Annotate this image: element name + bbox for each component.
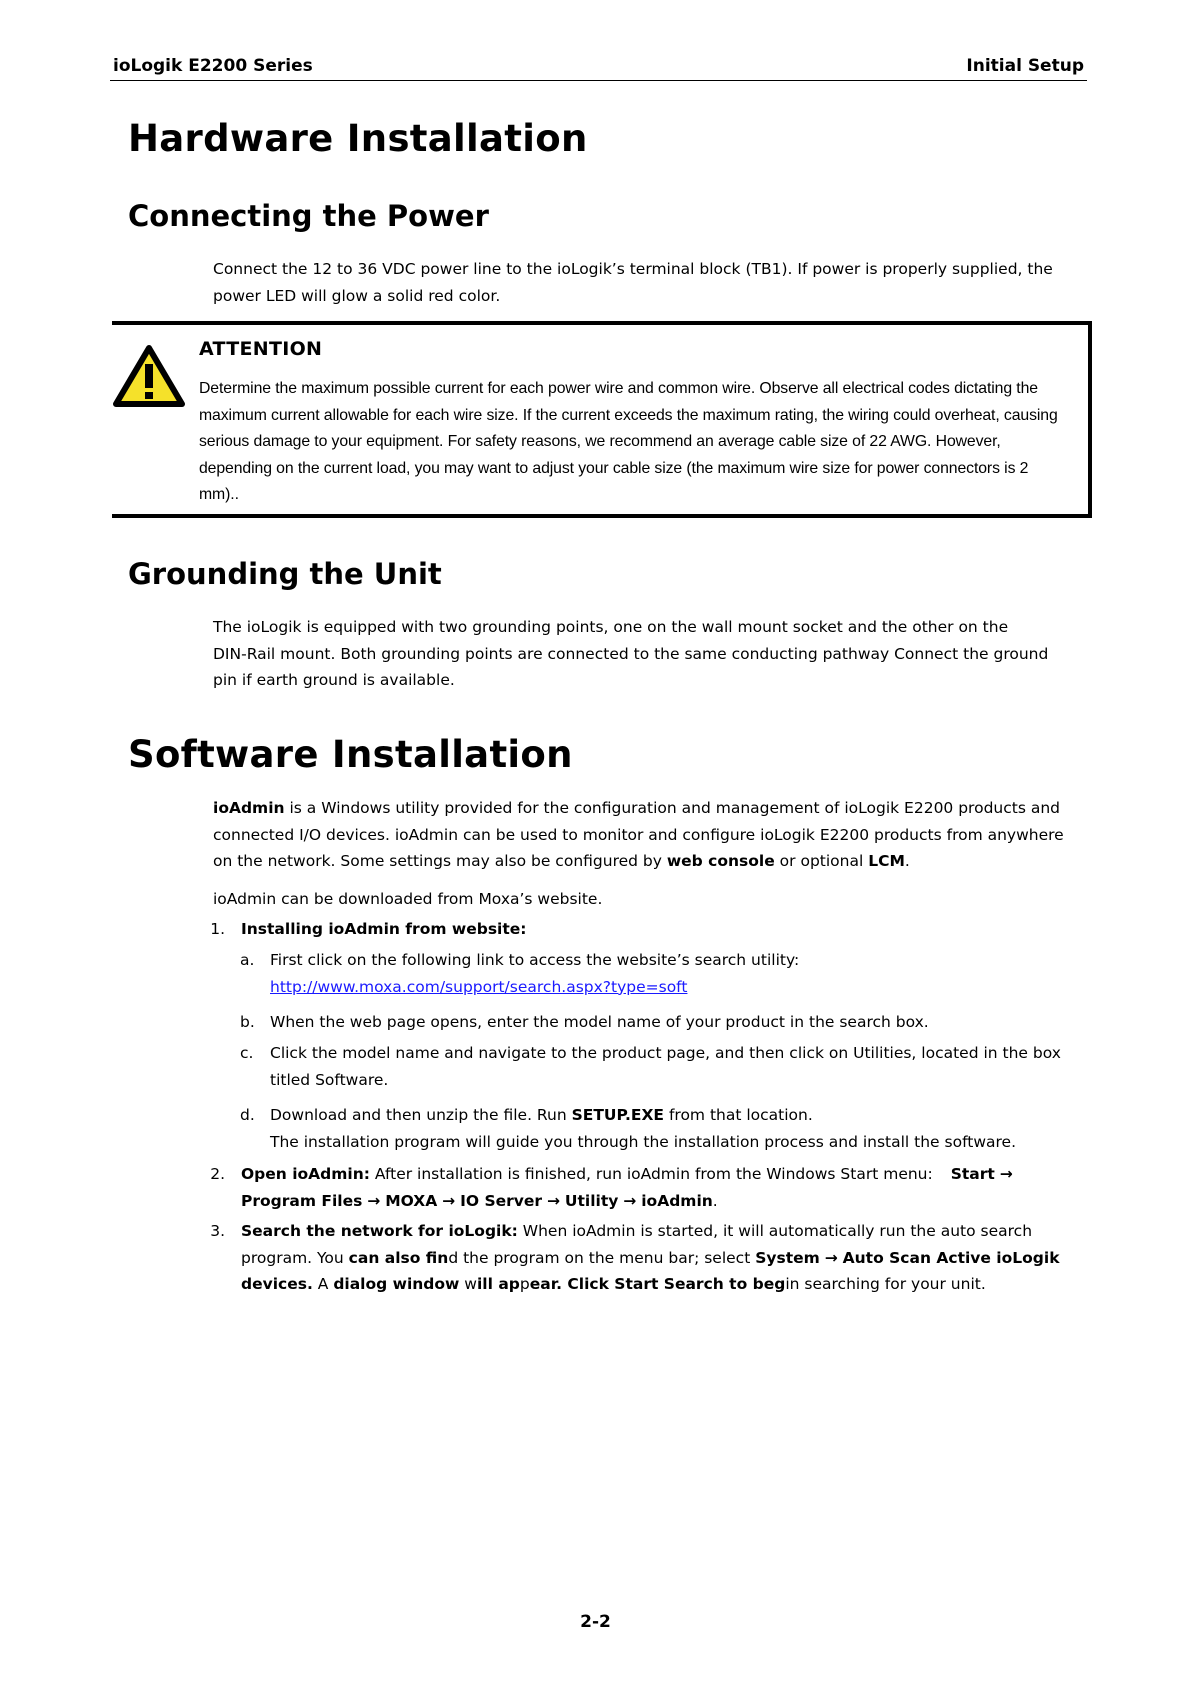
grounding-paragraph xyxy=(213,614,1087,694)
intro-line xyxy=(213,795,1087,822)
step-3-line xyxy=(241,1271,1091,1298)
step-1d xyxy=(270,1102,1090,1155)
intro-text: on the network. Some settings may also be configured by xyxy=(213,852,667,870)
grounding-line: DIN-Rail mount. Both grounding points are connected to the same conducting pathway Connect the ground xyxy=(213,644,1049,663)
step-3-bold: ill ap xyxy=(476,1275,520,1293)
step-3-text: d the program on the menu bar; select xyxy=(448,1248,756,1267)
step-3-text: p xyxy=(519,1275,530,1293)
step-1-number: 1. xyxy=(210,920,225,938)
grounding-line: pin if earth ground is available. xyxy=(213,671,455,689)
step-3-text: When ioAdmin is started, it will automatically run the auto search xyxy=(517,1222,1033,1240)
step-3-text: A xyxy=(312,1275,334,1293)
program-files-term: Program Files xyxy=(241,1191,363,1210)
step-3-text: program. You xyxy=(241,1248,349,1267)
software-installation-heading: Software Installation xyxy=(128,733,573,776)
step-1a-label: a. xyxy=(240,951,255,969)
intro-text: . xyxy=(904,852,910,870)
connecting-power-heading: Connecting the Power xyxy=(128,199,489,233)
arrow: → xyxy=(442,1191,456,1210)
arrow: → xyxy=(824,1248,838,1267)
attention-title: ATTENTION xyxy=(199,338,323,360)
step-1-title xyxy=(241,916,526,943)
power-paragraph-line: power LED will glow a solid red color. xyxy=(213,286,501,305)
grounding-line: The ioLogik is equipped with two grounding points, one on the wall mount socket and the other on the xyxy=(213,618,1009,636)
attention-line: mm).. xyxy=(199,486,239,503)
step-3-bold: can also fin xyxy=(348,1248,449,1267)
arrow: → xyxy=(623,1191,637,1210)
auto-scan-term: Auto Scan Active ioLogik xyxy=(842,1248,1060,1267)
step-2-text: After installation is finished, run ioAdmin from the Windows Start menu: xyxy=(369,1165,933,1183)
hardware-installation-heading: Hardware Installation xyxy=(128,117,588,160)
step-3-line xyxy=(241,1218,1091,1245)
step-3-bold: ear. Click Start Search to beg xyxy=(529,1275,786,1293)
moxa-search-link[interactable]: http://www.moxa.com/support/search.aspx?type=soft xyxy=(270,977,688,996)
header-rule xyxy=(110,80,1087,81)
running-header-right: Initial Setup xyxy=(966,56,1084,76)
ioadmin-term: ioAdmin xyxy=(641,1191,713,1210)
download-paragraph: ioAdmin can be downloaded from Moxa’s website. xyxy=(213,890,603,908)
step-3-title: Search the network for ioLogik: xyxy=(241,1222,518,1240)
step-3-number: 3. xyxy=(210,1222,225,1240)
moxa-term: MOXA xyxy=(385,1191,438,1210)
utility-term: Utility xyxy=(564,1191,619,1210)
step-1d-text: from that location. xyxy=(664,1106,813,1124)
system-menu-term: System xyxy=(755,1248,820,1267)
step-3-text: in searching for your unit. xyxy=(785,1275,986,1293)
step-1b-label: b. xyxy=(240,1013,255,1031)
arrow: → xyxy=(999,1165,1013,1183)
step-1a-text: First click on the following link to access the website’s search utility: xyxy=(270,951,800,969)
step-3-bold: devices. xyxy=(241,1275,313,1293)
intro-text: or optional xyxy=(774,852,869,870)
step-3-text: w xyxy=(459,1275,477,1293)
attention-line: depending on the current load, you may want to adjust your cable size (the maximum wire size for power connectors is 2 xyxy=(199,459,1029,477)
page-number: 2-2 xyxy=(580,1612,611,1632)
step-1d-label: d. xyxy=(240,1106,255,1124)
step-2-text: . xyxy=(712,1191,718,1210)
step-2-line xyxy=(241,1188,1091,1215)
step-3-bold: dialog window xyxy=(333,1275,460,1293)
step-1c-text: titled Software. xyxy=(270,1070,389,1089)
step-1-title-text: Installing ioAdmin from website: xyxy=(241,920,527,938)
step-1d-line: The installation program will guide you through the installation process and install the software. xyxy=(270,1132,1017,1151)
step-3-line xyxy=(241,1245,1091,1272)
intro-line xyxy=(213,848,1087,875)
step-1b-text: When the web page opens, enter the model name of your product in the search box. xyxy=(270,1013,929,1031)
grounding-heading: Grounding the Unit xyxy=(128,557,442,591)
step-3 xyxy=(241,1218,1091,1298)
warning-triangle-icon xyxy=(112,344,186,408)
intro-text: is a Windows utility provided for the configuration and management of ioLogik E2200 products and xyxy=(284,799,1061,817)
setup-exe-term: SETUP.EXE xyxy=(571,1106,665,1124)
software-intro-paragraph xyxy=(213,795,1087,875)
step-2 xyxy=(241,1161,1091,1214)
web-console-term: web console xyxy=(666,852,775,870)
running-header-left: ioLogik E2200 Series xyxy=(113,56,313,76)
ioadmin-term: ioAdmin xyxy=(213,799,285,817)
step-1c-label: c. xyxy=(240,1044,254,1062)
power-paragraph xyxy=(213,256,1087,309)
step-1c xyxy=(270,1040,1090,1093)
lcm-term: LCM xyxy=(868,852,905,870)
arrow: → xyxy=(546,1191,560,1210)
power-paragraph-line: Connect the 12 to 36 VDC power line to the ioLogik’s terminal block (TB1). If power is properly supplied, the xyxy=(213,260,1053,278)
step-1c-text: Click the model name and navigate to the product page, and then click on Utilities, located in the box xyxy=(270,1044,1061,1062)
attention-text xyxy=(199,376,1091,509)
attention-line: serious damage to your equipment. For safety reasons, we recommend an average cable size of 22 AWG. However, xyxy=(199,433,1001,450)
intro-line: connected I/O devices. ioAdmin can be used to monitor and configure ioLogik E2200 products from anywhere xyxy=(213,825,1064,844)
step-1a xyxy=(270,947,1090,1000)
step-2-line xyxy=(241,1161,1091,1188)
step-2-title: Open ioAdmin: xyxy=(241,1165,370,1183)
attention-line: maximum current allowable for each wire size. If the current exceeds the maximum rating, the wiring could overheat, causing xyxy=(199,406,1058,424)
step-1d-line xyxy=(270,1102,1090,1129)
step-1d-text: Download and then unzip the file. Run xyxy=(270,1106,572,1124)
attention-line: Determine the maximum possible current for each power wire and common wire. Observe all electrical codes dictating the xyxy=(199,380,1038,397)
io-server-term: IO Server xyxy=(460,1191,543,1210)
arrow: → xyxy=(367,1191,381,1210)
step-2-number: 2. xyxy=(210,1165,225,1183)
start-menu-term: Start xyxy=(950,1165,995,1183)
